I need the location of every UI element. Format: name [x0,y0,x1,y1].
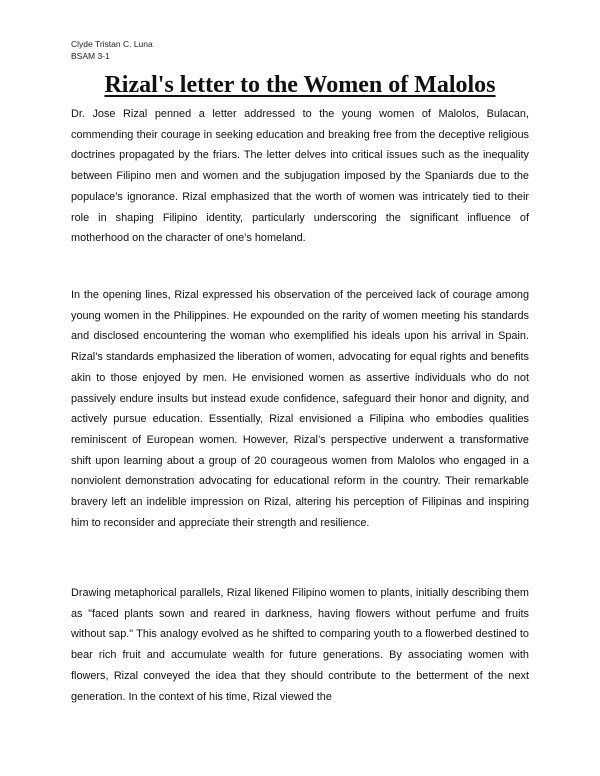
document-title: Rizal's letter to the Women of Malolos [104,72,496,98]
author-name: Clyde Tristan C. Luna [71,39,153,49]
document-header [71,38,153,62]
paragraph-metaphor: Drawing metaphorical parallels, Rizal likened Filipino women to plants, initially describing them as "faced plants sown and reared in darkness, having flowers without perfume and fruits without sap." This analogy evolved as he shifted to comparing youth to a flowerbed destined to bear rich fruit and accumulate wealth for future generations. By associating women with flowers, Rizal conveyed the idea that they should contribute to the betterment of the next generation. In the context of his time, Rizal viewed the [71,587,529,703]
class-section: BSAM 3-1 [71,51,110,61]
paragraph-opening-lines: In the opening lines, Rizal expressed his observation of the perceived lack of courage among young women in the Philippines. He expounded on the rarity of women meeting his standards and disclosed encountering the woman who exemplified his ideals upon his arrival in Spain. Rizal’s standards emphasized the liberation of women, advocating for equal rights and benefits akin to those enjoyed by men. He envisioned women as assertive individuals who do not passively endure insults but instead exude confidence, safeguard their honor and dignity, and actively pursue education. Essentially, Rizal envisioned a Filipina who embodies qualities reminiscent of European women. However, Rizal’s perspective underwent a transformative shift upon learning about a group of 20 courageous women from Malolos who engaged in a nonviolent demonstration advocating for educational reform in the country. Their remarkable bravery left an indelible impression on Rizal, altering his perception of Filipinas and inspiring him to reconsider and appreciate their strength and resilience. [71,289,529,529]
paragraph-intro: Dr. Jose Rizal penned a letter addressed to the young women of Malolos, Bulacan, commending their courage in seeking education and breaking free from the deceptive religious doctrines propagated by the friars. The letter delves into critical issues such as the inequality between Filipino men and women and the subjugation imposed by the Spaniards due to the populace’s ignorance. Rizal emphasized that the worth of women was intricately tied to their role in shaping Filipino identity, particularly underscoring the significant influence of motherhood on the character of one’s homeland. [71,108,529,245]
